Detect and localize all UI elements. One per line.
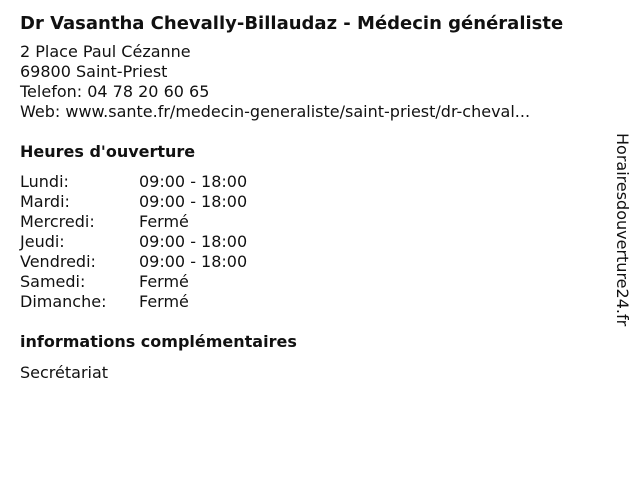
day-hours: 09:00 - 18:00	[139, 192, 248, 211]
hours-row-jeudi	[20, 232, 620, 252]
page-title: Dr Vasantha Chevally-Billaudaz - Médecin généraliste	[20, 13, 564, 34]
phone-number: Telefon: 04 78 20 60 65	[20, 82, 210, 101]
day-hours: 09:00 - 18:00	[139, 252, 248, 271]
day-label: Samedi:	[20, 272, 86, 291]
day-label: Mardi:	[20, 192, 70, 211]
day-label: Lundi:	[20, 172, 69, 191]
hours-row-mardi	[20, 192, 620, 212]
day-hours: 09:00 - 18:00	[139, 172, 248, 191]
day-label: Vendredi:	[20, 252, 96, 271]
hours-row-lundi	[20, 172, 620, 192]
day-label: Mercredi:	[20, 212, 95, 231]
website-link[interactable]: Web: www.sante.fr/medecin-generaliste/saint-priest/dr-cheval...	[20, 102, 531, 121]
hours-row-vendredi	[20, 252, 620, 272]
hours-row-samedi	[20, 272, 620, 292]
brand-watermark: Horairesdouverture24.fr	[613, 133, 632, 327]
opening-hours-list	[20, 172, 620, 312]
hours-row-mercredi	[20, 212, 620, 232]
day-hours: Fermé	[139, 212, 189, 231]
address-city: 69800 Saint-Priest	[20, 62, 168, 81]
day-hours: Fermé	[139, 272, 189, 291]
opening-hours-heading: Heures d'ouverture	[20, 142, 196, 161]
address-street: 2 Place Paul Cézanne	[20, 42, 191, 61]
day-label: Jeudi:	[20, 232, 65, 251]
day-hours: Fermé	[139, 292, 189, 311]
main-content	[20, 12, 620, 383]
hours-row-dimanche	[20, 292, 620, 312]
additional-info-heading: informations complémentaires	[20, 332, 297, 351]
day-label: Dimanche:	[20, 292, 107, 311]
additional-info-text: Secrétariat	[20, 363, 109, 382]
day-hours: 09:00 - 18:00	[139, 232, 248, 251]
